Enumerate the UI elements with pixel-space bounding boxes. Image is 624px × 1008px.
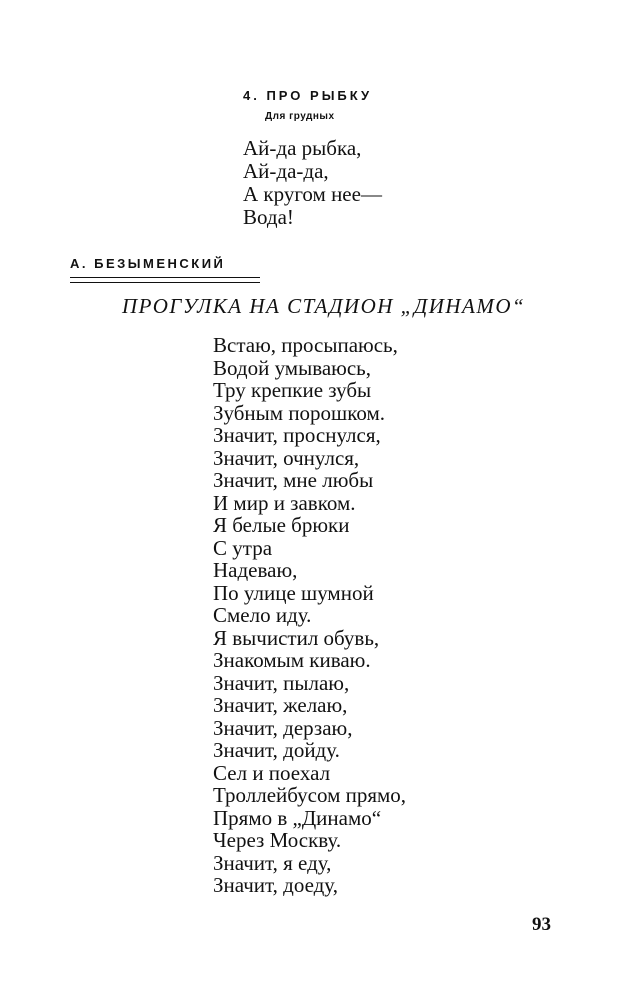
poem-body [213,334,406,897]
poem-line: Значит, дерзаю, [213,715,353,740]
poem-line: И мир и завком. [213,490,356,515]
poem-line: Тру крепкие зубы [213,378,372,402]
poem-line: Надеваю, [213,558,298,582]
author-underline [70,277,260,278]
poem-line: А кругом нее— [243,182,382,206]
short-poem [243,137,382,229]
poem-line: Прямо в „Динамо“ [213,805,382,830]
poem-line: Встаю, просыпаюсь, [213,333,398,357]
poem-line: Я вычистил обувь, [213,625,380,650]
poem-line: По улице шумной [213,580,374,605]
poem-line: Вода! [243,205,294,229]
poem-line: Ай-да-да, [243,159,329,183]
poem-line: Значит, я еду, [213,850,332,875]
poem-line: С утра [213,535,273,560]
poem-line: Значит, мне любы [213,468,374,492]
section-subtitle: Для грудных [265,111,335,122]
poem-line: Сел и поехал [213,760,331,785]
poem-line: Значит, дойду. [213,738,340,762]
poem-line: Значит, очнулся, [213,445,360,470]
author-underline [70,282,260,283]
poem-line: Значит, проснулся, [213,423,381,447]
poem-line: Смело иду. [213,603,312,627]
page-number: 93 [532,914,551,935]
poem-line: Через Москву. [213,828,342,852]
poem-line: Значит, пылаю, [213,670,350,695]
poem-line: Значит, желаю, [213,693,348,717]
poem-line: Ай-да рыбка, [243,136,362,160]
poem-line: Водой умываюсь, [213,355,371,380]
poem-line: Троллейбусом прямо, [213,783,407,807]
poem-line: Знакомым киваю. [213,648,371,672]
poem-line: Я белые брюки [213,513,350,537]
poem-title: ПРОГУЛКА НА СТАДИОН „ДИНАМО“ [122,294,526,318]
poem-line: Зубным порошком. [213,400,385,425]
section-title: 4. ПРО РЫБКУ [243,88,373,103]
author-name: А. БЕЗЫМЕНСКИЙ [70,256,226,271]
poem-line: Значит, доеду, [213,873,338,897]
